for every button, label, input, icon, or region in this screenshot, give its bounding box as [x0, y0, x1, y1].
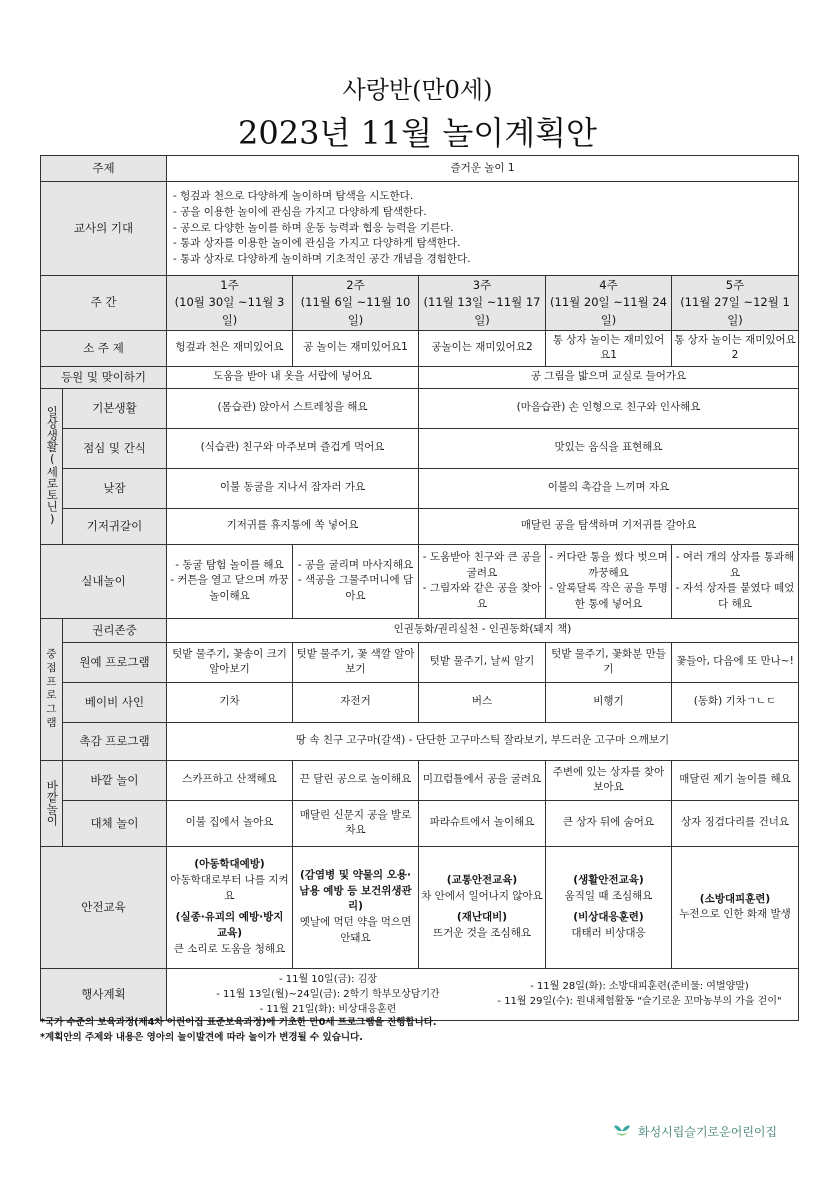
theme-label: 주제 — [41, 156, 167, 182]
outdoor-row — [41, 760, 799, 800]
diaper-a: 기저귀를 휴지통에 쏙 넣어요 — [167, 508, 419, 544]
theme-row — [41, 156, 799, 182]
safety-cell: (감염병 및 약물의 오용·남용 예방 등 보건위생관리) 옛날에 먹던 약을 먹으면 안돼요 — [293, 846, 419, 968]
week-cell: 5주 (11월 27일 ~12월 1일) — [672, 276, 799, 331]
events-cell — [167, 968, 799, 1020]
garden-label: 원예 프로그램 — [63, 642, 167, 682]
expectation-item: - 헝겊과 천으로 다양하게 놀이하며 탐색을 시도한다. — [173, 190, 414, 203]
diaper-b: 매달린 공을 탐색하며 기저귀를 갈아요 — [419, 508, 799, 544]
garden-cell: 텃밭 물주기, 꽃송이 크기 알아보기 — [167, 642, 293, 682]
week-cell: 1주 (10월 30일 ~11월 3일) — [167, 276, 293, 331]
week-cell: 3주 (11월 13일 ~11월 17일) — [419, 276, 546, 331]
footnote: *계획안의 주제와 내용은 영아의 놀이발견에 따라 놀이가 변경될 수 있습니다. — [40, 1032, 363, 1043]
alt-label: 대체 놀이 — [63, 800, 167, 846]
alt-cell: 파라슈트에서 놀이해요 — [419, 800, 546, 846]
garden-cell: 텃밭 물주기, 꽃화분 만들기 — [546, 642, 672, 682]
outdoor-cell: 끈 달린 공으로 놀이해요 — [293, 760, 419, 800]
indoor-cell: - 동굴 탐험 놀이를 해요 - 커튼을 열고 닫으며 까꿍 놀이해요 — [167, 544, 293, 618]
subtheme-cell: 통 상자 놀이는 재미있어요2 — [672, 330, 799, 366]
safety-row — [41, 846, 799, 968]
safety-cell: (소방대피훈련) 누전으로 인한 화재 발생 — [672, 846, 799, 968]
meal-row — [41, 428, 799, 468]
leaf-logo-icon — [612, 1122, 632, 1140]
meal-a: (식습관) 친구와 마주보며 즐겁게 먹어요 — [167, 428, 419, 468]
arrival-b: 공 그림을 밟으며 교실로 들어가요 — [419, 366, 799, 388]
safety-cell: (아동학대예방) 아동학대로부터 나를 지켜요 (실종·유괴의 예방·방지 교육) 큰 소리로 도움을 청해요 — [167, 846, 293, 968]
basic-b: (마음습관) 손 인형으로 친구와 인사해요 — [419, 388, 799, 428]
expectation-item: - 통과 상자로 다양하게 놀이하며 기초적인 공간 개념을 경험한다. — [173, 253, 471, 266]
alt-cell: 큰 상자 뒤에 숨어요 — [546, 800, 672, 846]
subtheme-cell: 공 놀이는 재미있어요1 — [293, 330, 419, 366]
expectation-label: 교사의 기대 — [41, 182, 167, 276]
sign-cell: 버스 — [419, 682, 546, 722]
indoor-cell: - 커다란 통을 썼다 벗으며 까꿍해요 - 알록달록 작은 공을 투명한 통에 넣어요 — [546, 544, 672, 618]
rights-value: 인권동화/권리실천 - 인권동화(돼지 책) — [167, 618, 799, 642]
theme-value: 즐거운 놀이 1 — [167, 156, 799, 182]
expectation-item: - 공으로 다양한 놀이를 하며 운동 능력과 협응 능력을 기른다. — [173, 221, 454, 234]
diaper-row — [41, 508, 799, 544]
event-item: - 11월 21일(화): 비상대응훈련 — [259, 1003, 397, 1015]
outdoor-cell: 매달린 제기 놀이를 해요 — [672, 760, 799, 800]
subtheme-cell: 공놀이는 재미있어요2 — [419, 330, 546, 366]
org-name: 화성시립슬기로운어린이집 — [638, 1124, 778, 1139]
subtheme-label: 소 주 제 — [41, 330, 167, 366]
outdoor-cell: 주변에 있는 상자를 찾아보아요 — [546, 760, 672, 800]
garden-row — [41, 642, 799, 682]
sign-label: 베이비 사인 — [63, 682, 167, 722]
outdoor-cell: 스카프하고 산책해요 — [167, 760, 293, 800]
indoor-label: 실내놀이 — [41, 544, 167, 618]
arrival-label: 등원 및 맞이하기 — [41, 366, 167, 388]
indoor-row — [41, 544, 799, 618]
week-cell: 2주 (11월 6일 ~11월 10일) — [293, 276, 419, 331]
basic-label: 기본생활 — [63, 388, 167, 428]
garden-cell: 꽃들아, 다음에 또 만나~! — [672, 642, 799, 682]
focus-group-label: 중점 프로그램 — [41, 618, 63, 760]
sign-cell: 비행기 — [546, 682, 672, 722]
subtheme-row — [41, 330, 799, 366]
alt-cell: 이불 집에서 놀아요 — [167, 800, 293, 846]
org-logo — [612, 1122, 777, 1140]
sign-row — [41, 682, 799, 722]
outdoor-cell: 미끄럼틀에서 공을 굴려요 — [419, 760, 546, 800]
expectation-list — [167, 182, 799, 276]
plan-title: 2023년 11월 놀이계획안 — [238, 114, 597, 152]
footnote: *국가 수준의 보육과정(제4차 어린이집 표준보육과정)에 기초한 만0세 프로그램을 진행합니다. — [40, 1017, 437, 1028]
event-item: - 11월 13일(월)~24일(금): 2학기 학부모상담기간 — [216, 988, 440, 1000]
sensory-value: 땅 속 친구 고구마(갈색) - 단단한 고구마스틱 잘라보기, 부드러운 고구마 으깨보기 — [167, 722, 799, 760]
alt-row — [41, 800, 799, 846]
garden-cell: 텃밭 물주기, 꽃 색깔 알아보기 — [293, 642, 419, 682]
expectation-item: - 공을 이용한 놀이에 관심을 가지고 다양하게 탐색한다. — [173, 205, 427, 218]
plan-table — [40, 155, 799, 1021]
nap-label: 낮잠 — [63, 468, 167, 508]
basic-row — [41, 388, 799, 428]
meal-b: 맛있는 음식을 표현해요 — [419, 428, 799, 468]
events-row — [41, 968, 799, 1020]
nap-a: 이불 동굴을 지나서 잠자러 가요 — [167, 468, 419, 508]
daily-group-label: 일상생활(세로토닌) — [41, 388, 63, 544]
expectation-item: - 통과 상자를 이용한 놀이에 관심을 가지고 다양하게 탐색한다. — [173, 237, 461, 250]
sign-cell: 자전거 — [293, 682, 419, 722]
events-label: 행사계획 — [41, 968, 167, 1020]
alt-cell: 매달린 신문지 공을 발로 차요 — [293, 800, 419, 846]
event-item: - 11월 10일(금): 김장 — [278, 973, 378, 985]
subtheme-cell: 헝겊과 천은 재미있어요 — [167, 330, 293, 366]
outdoor-label: 바깥 놀이 — [63, 760, 167, 800]
meal-label: 점심 및 간식 — [63, 428, 167, 468]
safety-cell: (생활안전교육) 움직일 때 조심해요 (비상대응훈련) 대태러 비상대응 — [546, 846, 672, 968]
safety-label: 안전교육 — [41, 846, 167, 968]
class-name: 사랑반(만0세) — [342, 76, 493, 104]
rights-label: 권리존중 — [63, 618, 167, 642]
sign-cell: (동화) 기차ㄱㄴㄷ — [672, 682, 799, 722]
week-row — [41, 276, 799, 331]
event-item: - 11월 29일(수): 원내체험활동 "슬기로운 꼬마농부의 가을 걷이" — [497, 996, 782, 1008]
week-label: 주 간 — [41, 276, 167, 331]
garden-cell: 텃밭 물주기, 날씨 알기 — [419, 642, 546, 682]
diaper-label: 기저귀갈이 — [63, 508, 167, 544]
outdoor-group-label: 바깥놀이 — [41, 760, 63, 846]
indoor-cell: - 여러 개의 상자를 통과해요 - 자석 상자를 붙였다 떼었다 해요 — [672, 544, 799, 618]
arrival-a: 도움을 받아 내 옷을 서랍에 넣어요 — [167, 366, 419, 388]
arrival-row — [41, 366, 799, 388]
event-item: - 11월 28일(화): 소방대피훈련(준비물: 여벌양말) — [530, 981, 749, 993]
sensory-label: 촉감 프로그램 — [63, 722, 167, 760]
subtheme-cell: 통 상자 놀이는 재미있어요1 — [546, 330, 672, 366]
sensory-row — [41, 722, 799, 760]
basic-a: (몸습관) 앉아서 스트레칭을 해요 — [167, 388, 419, 428]
safety-cell: (교통안전교육) 차 안에서 일어나지 않아요 (재난대비) 뜨거운 것을 조심해요 — [419, 846, 546, 968]
nap-row — [41, 468, 799, 508]
expectation-row — [41, 182, 799, 276]
sign-cell: 기차 — [167, 682, 293, 722]
indoor-cell: - 도움받아 친구와 큰 공을 굴려요 - 그림자와 같은 공을 찾아요 — [419, 544, 546, 618]
alt-cell: 상자 징검다리를 건너요 — [672, 800, 799, 846]
rights-row — [41, 618, 799, 642]
week-cell: 4주 (11월 20일 ~11월 24일) — [546, 276, 672, 331]
indoor-cell: - 공을 굴리며 마사지해요 - 색공을 그물주머니에 담아요 — [293, 544, 419, 618]
nap-b: 이불의 촉감을 느끼며 자요 — [419, 468, 799, 508]
